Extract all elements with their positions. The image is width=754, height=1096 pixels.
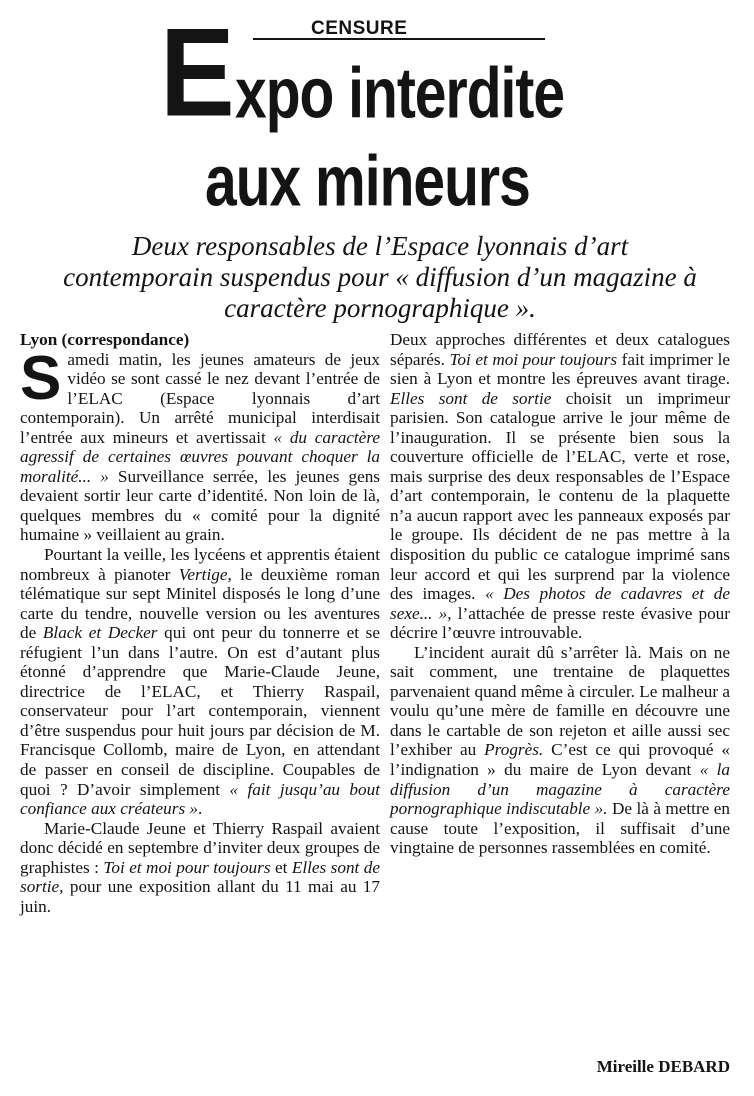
body-text: le deuxième roman télématique sur sept Minitel disposés le long d’une carte du tendre, nouvelle version ou les aventures de	[20, 564, 380, 643]
standfirst: Deux responsables de l’Espace lyonnais d’art contemporain suspendus pour « diffusion d’un magazine à caractère pornographique ».	[63, 231, 697, 323]
italic-text: Elles sont de sortie,	[20, 857, 381, 897]
italic-text: Elles sont de sortie	[390, 388, 552, 408]
body-text: amedi matin, les jeunes amateurs de jeux vidéo se sont cassé le nez devant l’entrée de l’ELAC (Espace lyonnais d’art contemporain). Un arrêté municipal interdisait l’entrée aux mineurs et avertissait	[20, 349, 380, 447]
body-text: qui ont peur du tonnerre et se réfugient l’un dans l’autre. On est d’autant plus étonné d’apprendre que Marie-Claude Jeune, directrice de l’ELAC, et Thierry Raspail, conservateur pour l’art contemporain, viennent d’être suspendus pour huit jours par décision de M. Francisque Collomb, maire de Lyon, en attendant de passer en conseil de discipline. Coupables de quoi ? D’avoir simplement	[20, 623, 380, 799]
body-text: choisit un imprimeur parisien. Son catalogue arrive le jour même de l’inauguration. Il se présente bien sous la couverture officielle de l’ELAC, verte et rose, mais surprise des deux responsables de l’Espace d’art contemporain, le contenu de la plaquette n’a aucun rapport avec les panneaux exposés par le groupe. Ils décident de ne pas mettre à la disposition du public ce catalogue imprimé sans leur accord et qui les surprend par la violence des images.	[390, 388, 730, 604]
headline-initial: E	[160, 2, 235, 143]
article-paragraph	[390, 643, 730, 858]
italic-text: Toi et moi pour toujours	[449, 349, 618, 369]
italic-text: Toi et moi pour toujours	[103, 857, 271, 877]
body-text: pour une exposition allant du 11 mai au 17 juin.	[20, 877, 380, 916]
body-text: Marie-Claude Jeune et Thierry Raspail avaient donc décidé en septembre d’inviter deux groupes de graphistes :	[20, 818, 380, 877]
body-text: De là à mettre en cause toute l’exposition, il suffisait d’une vingtaine de personnes rassemblées en comité.	[390, 799, 730, 858]
body-text: .	[198, 799, 203, 819]
body-text: l’attachée de presse reste évasive pour décrire l’œuvre introuvable.	[390, 603, 730, 643]
italic-text: « du caractère agressif de certaines œuvres pouvant choquer la moralité... »	[20, 427, 380, 486]
body-text: Pourtant la veille, les lycéens et apprentis étaient nombreux à pianoter	[20, 545, 380, 584]
body-text: Deux approches différentes et deux catalogues séparés.	[390, 330, 730, 369]
article-paragraph	[390, 330, 730, 643]
body-text: C’est ce qui provoqué « l’indignation » du maire de Lyon devant	[390, 740, 730, 780]
italic-text: « la diffusion d’un magazine à caractère pornographique indiscutable ».	[390, 760, 730, 819]
headline-line-2: aux mineurs	[205, 141, 530, 222]
article-paragraph	[20, 545, 380, 819]
section-rubric: CENSURE	[253, 18, 545, 40]
italic-text: « fait jusqu’au bout confiance aux créateurs »	[20, 779, 380, 819]
italic-text: « Des photos de cadavres et de sexe... »,	[390, 584, 730, 623]
italic-text: Black et Decker	[42, 623, 158, 643]
italic-text: Progrès.	[484, 740, 544, 760]
article-paragraph	[20, 343, 380, 545]
article-column-right	[390, 330, 730, 858]
headline-line-1: xpo interdite	[235, 53, 565, 134]
drop-cap: S	[20, 343, 62, 413]
body-text: fait imprimer le sien à Lyon et montre les épreuves avant tirage.	[390, 349, 730, 389]
dateline: Lyon (correspondance)	[20, 330, 190, 349]
body-text: et	[270, 857, 292, 877]
byline: Mireille DEBARD	[596, 1057, 730, 1076]
body-text: L’incident aurait dû s’arrêter là. Mais on ne sait comment, une trentaine de plaquettes parvenaient quand même à circuler. Le malheur a voulu qu’une mère de famille en découvre une dans le cartable de son rejeton et aille aussi sec l’exhiber au	[390, 642, 730, 760]
body-text: Surveillance serrée, les jeunes gens devaient sortir leur carte d’identité. Non loin de là, quelques membres du « comité pour la dignité humaine » veillaient au grain.	[20, 466, 380, 545]
article-column-left	[20, 330, 380, 916]
italic-text: Vertige,	[178, 564, 232, 584]
article-paragraph	[20, 819, 380, 917]
